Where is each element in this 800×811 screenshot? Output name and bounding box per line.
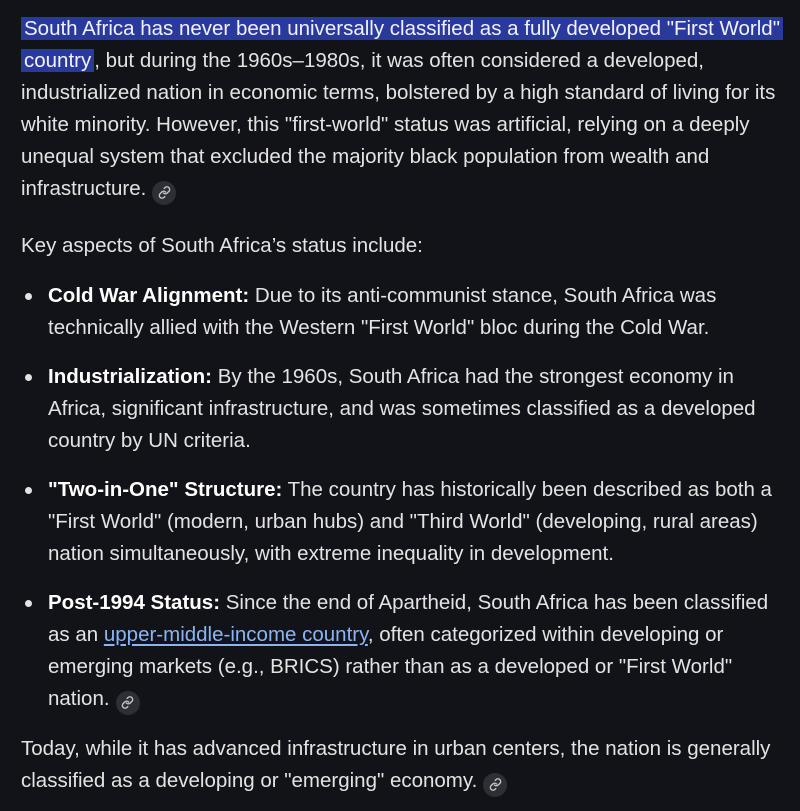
conclusion-paragraph bbox=[21, 733, 781, 797]
response-content bbox=[21, 13, 781, 797]
list-item bbox=[21, 587, 781, 715]
bullet-point bbox=[25, 600, 32, 607]
bullet-point bbox=[25, 487, 32, 494]
source-link-button[interactable] bbox=[483, 773, 507, 797]
item-text: By the 1960s, South Africa had the strongest economy in Africa, significant infrastructure, and was sometimes classified as a developed country by UN criteria. bbox=[48, 365, 756, 452]
upper-middle-income-link[interactable]: upper-middle-income country bbox=[103, 623, 368, 646]
item-text: Since the end of Apartheid, South Africa has been classified as an bbox=[48, 591, 769, 646]
link-icon bbox=[158, 186, 171, 199]
selected-text[interactable]: South Africa has never been universally classified as a fully developed "First World" country bbox=[21, 17, 783, 72]
source-link-button[interactable] bbox=[152, 181, 176, 205]
link-icon bbox=[489, 778, 502, 791]
item-text: The country has historically been described as both a "First World" (modern, urban hubs) and "Third World" (developing, rural areas) nation simultaneously, with extreme inequality in development. bbox=[48, 478, 772, 565]
list-item bbox=[21, 361, 781, 457]
aspects-list bbox=[21, 280, 781, 715]
item-term: "Two-in-One" Structure: bbox=[48, 478, 283, 501]
list-lead: Key aspects of South Africa’s status include: bbox=[21, 234, 423, 257]
source-link-button[interactable] bbox=[116, 691, 140, 715]
bullet-point bbox=[25, 374, 32, 381]
list-item bbox=[21, 474, 781, 570]
item-term: Industrialization: bbox=[48, 365, 212, 388]
intro-paragraph bbox=[21, 13, 781, 205]
list-item bbox=[21, 280, 781, 344]
intro-text: , but during the 1960s–1980s, it was often considered a developed, industrialized nation in economic terms, bolstered by a high standard of living for its white minority. However, this "first-world" status was artificial, relying on a deeply unequal system that excluded the majority black population from wealth and infrastructure. bbox=[21, 49, 776, 200]
item-text: Due to its anti-communist stance, South Africa was technically allied with the Western "First World" bloc during the Cold War. bbox=[48, 284, 717, 339]
conclusion-text: Today, while it has advanced infrastructure in urban centers, the nation is generally classified as a developing or "emerging" economy. bbox=[21, 737, 771, 792]
item-term: Cold War Alignment: bbox=[48, 284, 250, 307]
bullet-point bbox=[25, 293, 32, 300]
item-text: , often categorized within developing or emerging markets (e.g., BRICS) rather than as a developed or "First World" nation. bbox=[48, 623, 733, 710]
link-icon bbox=[121, 696, 134, 709]
item-term: Post-1994 Status: bbox=[48, 591, 221, 614]
